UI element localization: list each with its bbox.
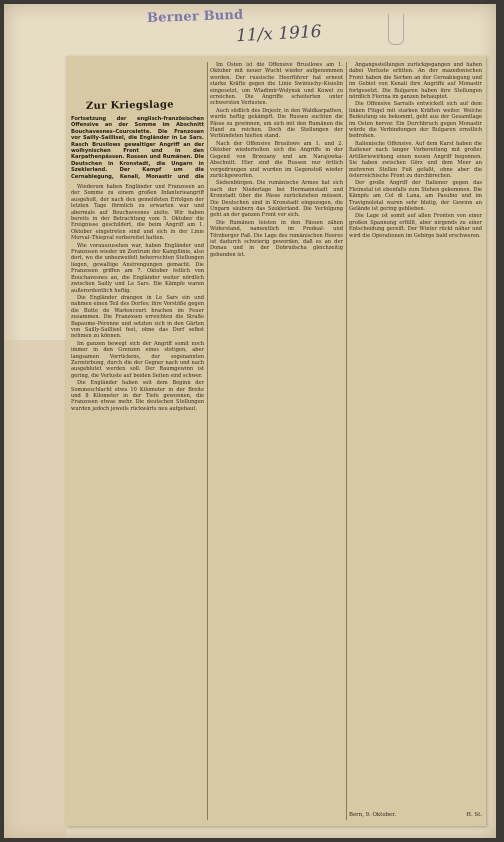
paragraph: Die Engländer drangen in Le Sars ein und nahmen einen Teil des Dorfes; ihre Vorstöße gegen die Butte de Warlencourt brachen im Feuer zusammen. Die Franzosen erreichten die Straße Bapaume–Péronne und setzten sich in den Gärten von Sailly-Saillisel fest, ohne das Dorf selbst nehmen zu können.: [71, 294, 204, 340]
paragraph: Angangsstellungen zurückgegangen und haben dabei Verluste erlitten. An der mazedonischen Front haben die Serben an der Cernabiegung und im Gebiet von Kenali ihre Angriffe auf Monastir fortgesetzt. Die Bulgaren haben ihre Stellungen nördlich Florina im ganzen behauptet.: [349, 62, 482, 101]
article-signoff: [349, 812, 482, 818]
article-column-1: [71, 184, 204, 820]
newspaper-clipping: [66, 56, 486, 826]
article-column-2: [210, 62, 343, 820]
paragraph: Wiederum haben Engländer und Franzosen an der Somme zu einem großen Infanterieangriff ausgeholt, der nach den gemeldeten Erfolgen der letzten Tage förmlich zu erwarten war und abermals auf Bouchavesnes zielte. Wir haben bereits in der Betrachtung vom 5. Oktober die Ereignisse geschildert, die beim Angriff am 1. Oktober eingetreten sind und sich in der Linie Morval–Thiepval vorbereitet hatten.: [71, 184, 204, 242]
torn-paper-edge: [4, 340, 66, 838]
column-rule: [346, 62, 347, 820]
paragraph: Siebenbürgen. Die rumänische Armee hat sich nach der Niederlage bei Hermannstadt und Kronstadt über die Pässe zurückziehen müssen. Die Deutschen sind in Kronstadt eingezogen, die Ungarn säubern das Szeklerland. Die Verfolgung geht an der ganzen Front vor sich.: [210, 180, 343, 219]
column-rule: [207, 62, 208, 820]
paragraph: Die Engländer haben seit dem Beginn der Sommeschlacht etwa 10 Kilometer in der Breite und 8 Kilometer in der Tiefe gewonnen, die Franzosen etwas mehr. Die deutschen Stellungen wurden jedoch jeweils rückwärts neu aufgebaut.: [71, 380, 204, 412]
paragraph: Im ganzen bewegt sich der Angriff somit noch immer in den Grenzen eines stetigen, aber langsamen Vorrückens, der sogenannten Zermürbung, durch die der Gegner nach und nach ausgeblutet werden soll. Der Raumgewinn ist gering, die Verluste auf beiden Seiten sind schwer.: [71, 340, 204, 379]
paragraph: Die Lage ist somit auf allen Fronten von einer großen Spannung erfüllt, aber nirgends zu einer Entscheidung gereift. Der Winter rückt näher und wird die Operationen im Gebirge bald erschweren.: [349, 213, 482, 239]
paragraph: Der große Angriff der Italiener gegen das Fleimstal ist ebenfalls zum Stehen gekommen. Die Kämpfe am Col di Lana, am Pasubio und im Travignolotal waren sehr blutig, der Gewinn an Gelände ist gering geblieben.: [349, 180, 482, 212]
newspaper-stamp: Berner Bund: [146, 7, 244, 27]
article-intro: Fortsetzung der englisch-französischen Offensive an der Somme im Abschnitt Bouchavesnes–Courcelette. Die Franzosen vor Sailly-Saillisel, die Engländer in Le Sars. Rasch Brusilows gewaltiger Angriff an der wolhynischen Front und in den Karpathenpässen. Russen und Rumänen. Die Deutschen in Kronstadt, die Ungarn in Szeklerland. Der Kampf um die Cernabiegung, Kenali, Monastir und die: [71, 116, 204, 180]
paragraph: Auch südlich des Dnjestr, in den Waldkarpathen, wurde heftig gekämpft. Die Russen suchten die Pässe zu gewinnen, um sich mit den Rumänen die Hand zu reichen. Doch die Stellungen der Verbündeten hielten stand.: [210, 107, 343, 140]
pencil-mark: [388, 14, 404, 45]
place-date: Bern, 9. Oktober.: [349, 812, 396, 818]
article-column-3: [349, 62, 482, 820]
paragraph: Italienische Offensive. Auf dem Karst haben die Italiener nach langer Vorbereitung mit großer Artilleriewirkung einen neuen Angriff begonnen. Sie haben zwischen Görz und dem Meer an mehreren Stellen Fuß gefaßt, ohne aber die österreichische Front zu durchbrechen.: [349, 140, 482, 179]
paragraph: Nach der Offensive Brusilows am 1. und 2. Oktober wiederholten sich die Angriffe in der Gegend von Brzezany und am Narajowka-Abschnitt. Hier sind die Russen nur örtlich vorgedrungen und wurden im Gegenstoß wieder zurückgeworfen.: [210, 140, 343, 179]
handwritten-date: 11/x 1916: [235, 21, 323, 47]
author-initials: H. St.: [466, 812, 482, 818]
paragraph: Wie vorauszusehen war, haben Engländer und Franzosen wieder im Zentrum der Kampflinie, also dort, wo die unbezweifelt beherrschten Stellungen liegen, gewaltige Anstrengungen gemacht. Die Franzosen griffen am 7. Oktober östlich von Bouchavesnes an, die Engländer weiter nördlich zwischen Sailly und Le Sars. Die Kämpfe waren außerordentlich heftig.: [71, 242, 204, 294]
paragraph: Die Offensive Sarrails entwickelt sich auf dem linken Flügel mit starken Kräften weiter. Welche Bedeutung sie bekommt, geht aus der Gesamtlage im Osten hervor. Ein Durchbruch gegen Monastir würde die Verbindungen der Bulgaren ernstlich bedrohen.: [349, 101, 482, 140]
article-headline: Zur Kriegslage: [85, 99, 174, 112]
paragraph: Im Osten ist die Offensive Brusilows am 1. Oktober mit neuer Wucht wieder aufgenommen worden. Der russische Heerführer hat erneut starke Kräfte gegen die Linie Swiniuchy–Kisielin eingesetzt, um Wladimir-Wolynsk und Kowel zu erreichen. Die Angriffe scheiterten unter schwersten Verlusten.: [210, 62, 343, 107]
paragraph: Die Rumänen leisten in den Pässen zähen Widerstand, namentlich im Predeal- und Törzburger Paß. Die Lage des rumänischen Heeres ist dadurch schwierig geworden, daß es an der Donau und in der Dobrudscha gleichzeitig gebunden ist.: [210, 219, 343, 258]
